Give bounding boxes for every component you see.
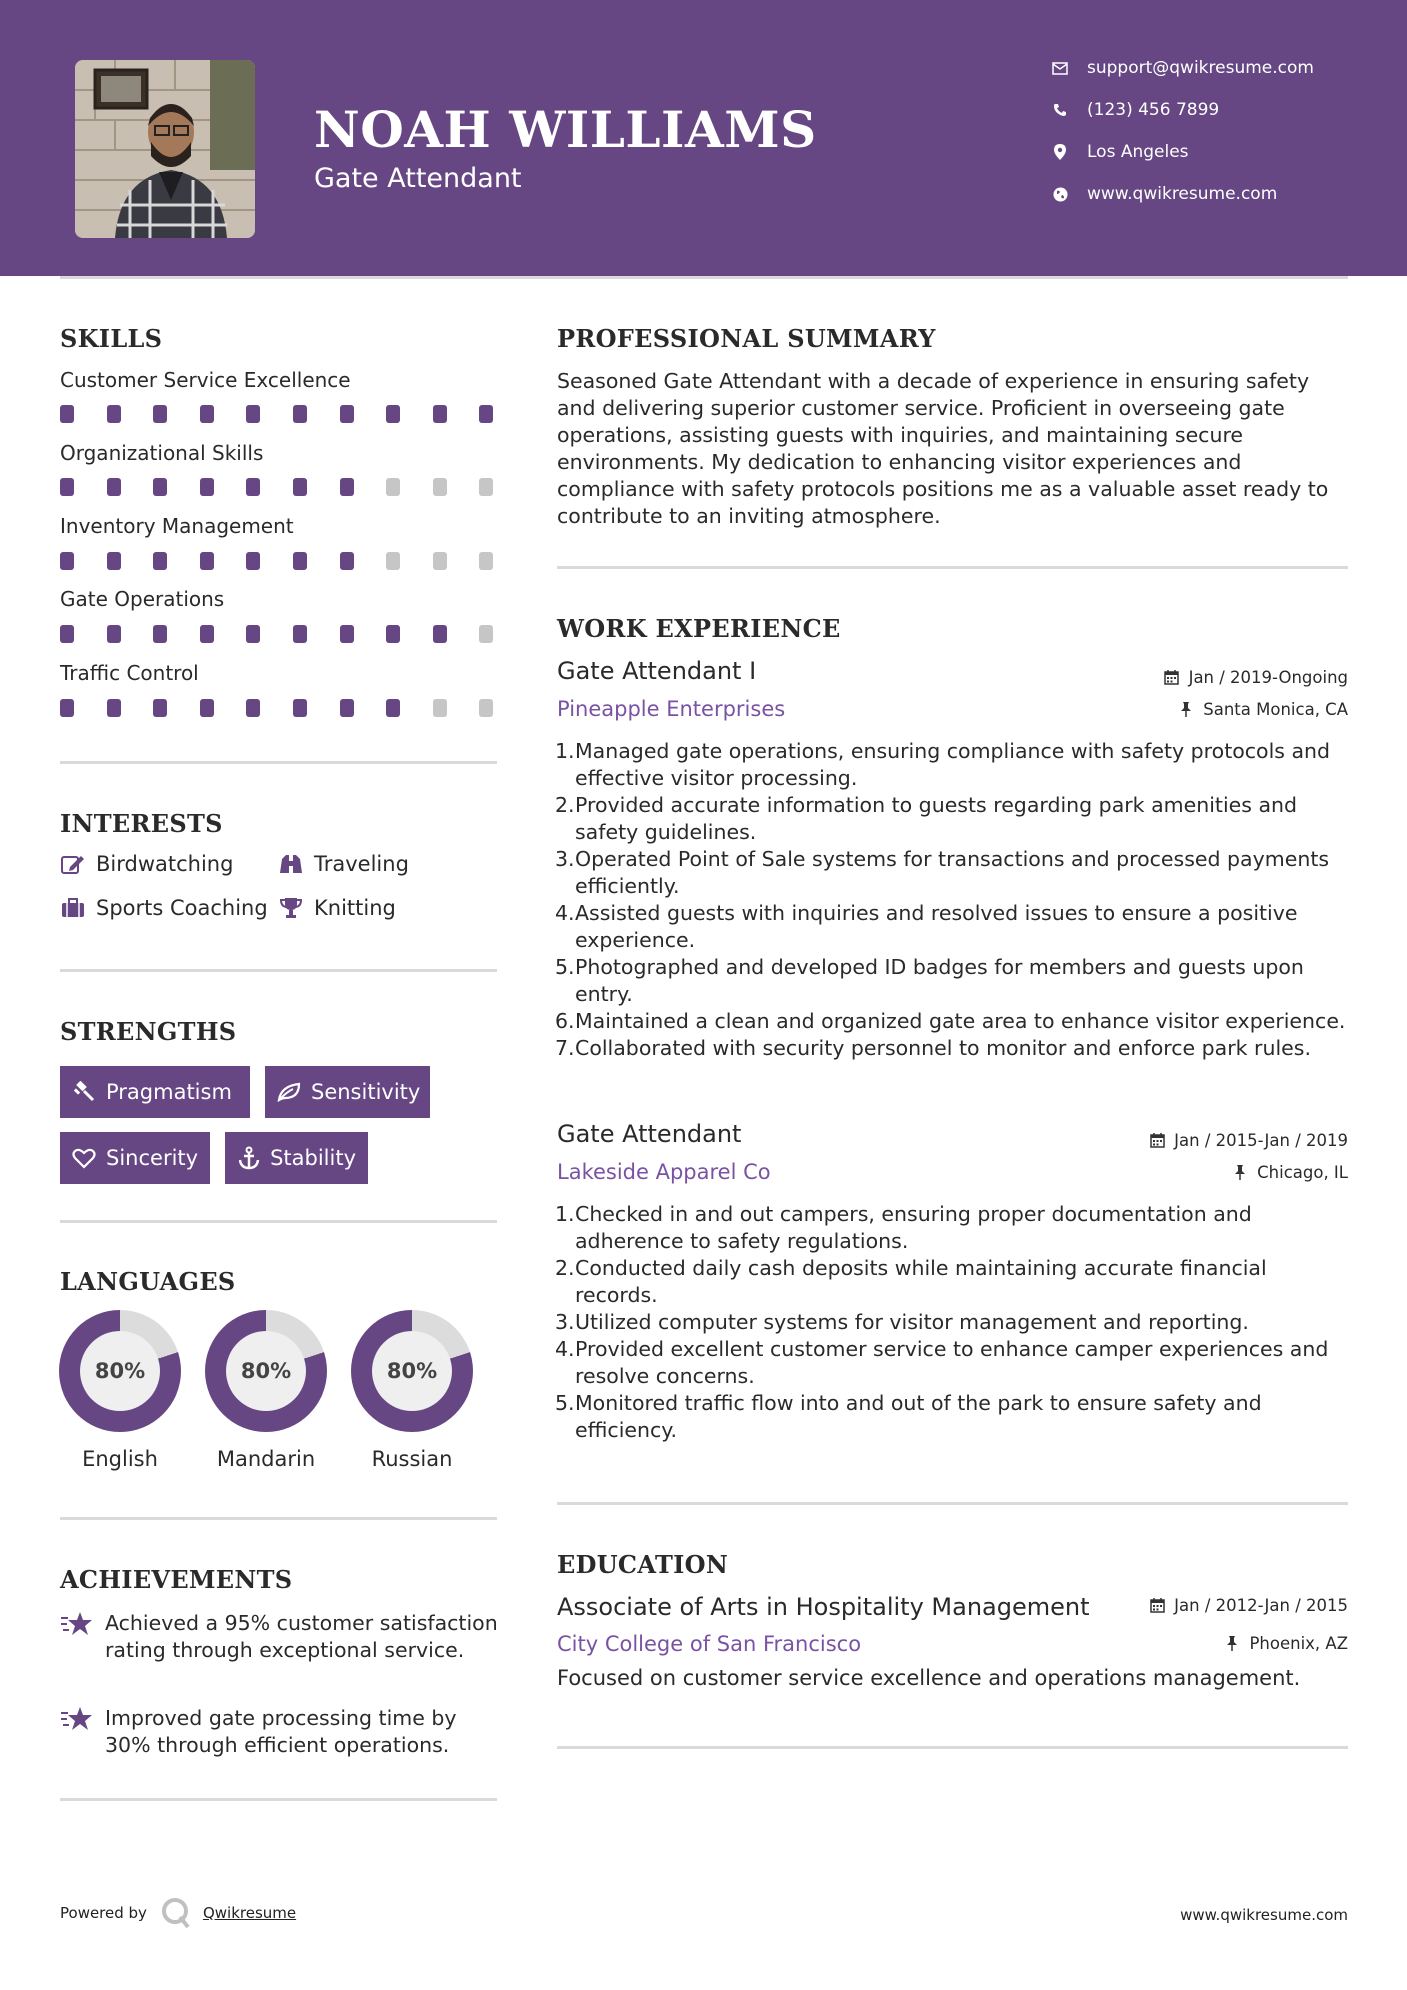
interest-label: Birdwatching <box>96 852 234 876</box>
job-bullet: 7. Collaborated with security personnel to monitor and enforce park rules. <box>555 1036 1311 1060</box>
skill-rating <box>60 625 500 643</box>
skill-dot-filled <box>340 699 354 717</box>
skill-rating <box>60 478 500 496</box>
powered-by-text: Powered by <box>60 1904 147 1922</box>
contact-email[interactable] <box>1050 58 1314 78</box>
skill-dot-filled <box>246 478 260 496</box>
job-bullets <box>555 738 1355 1062</box>
skill-dot-empty <box>433 478 447 496</box>
thumbtack-icon <box>1177 701 1195 719</box>
skill-dot-filled <box>246 552 260 570</box>
job-dates <box>1163 668 1348 687</box>
job-bullet: 4. Assisted guests with inquiries and resolved issues to ensure a positive experience. <box>555 901 1298 952</box>
contact-location <box>1050 142 1189 162</box>
phone-icon <box>1050 100 1070 120</box>
school-name: City College of San Francisco <box>557 1632 862 1656</box>
strength-tag <box>60 1132 210 1184</box>
job-dates <box>1148 1131 1348 1150</box>
footer-url[interactable]: www.qwikresume.com <box>1180 1906 1348 1924</box>
anchor-icon <box>237 1146 260 1170</box>
section-divider <box>557 566 1348 569</box>
job-bullet: 4. Provided excellent customer service to enhance camper experiences and resolve concerns. <box>555 1337 1329 1388</box>
achievement-item <box>60 1610 500 1664</box>
skill-dot-filled <box>153 405 167 423</box>
language-percent: 80% <box>372 1331 452 1411</box>
resume-header <box>0 0 1407 276</box>
skill-dot-filled <box>479 405 493 423</box>
profile-photo <box>75 60 255 238</box>
contact-website[interactable] <box>1050 184 1277 204</box>
skill-dot-filled <box>200 552 214 570</box>
contact-email-text: support@qwikresume.com <box>1087 58 1314 78</box>
education-dates <box>1148 1596 1348 1615</box>
job-location <box>1177 700 1348 719</box>
skill-dot-filled <box>107 405 121 423</box>
skills-heading: SKILLS <box>60 324 163 353</box>
job-bullet: 5. Photographed and developed ID badges for members and guests upon entry. <box>555 955 1304 1006</box>
briefcase-icon <box>60 896 86 920</box>
language-donut <box>59 1310 181 1432</box>
strength-label: Sensitivity <box>311 1080 421 1104</box>
skill-dot-filled <box>200 405 214 423</box>
skill-dot-filled <box>293 405 307 423</box>
strengths-heading: STRENGTHS <box>60 1017 237 1046</box>
job-location <box>1231 1163 1348 1182</box>
summary-heading: PROFESSIONAL SUMMARY <box>557 324 936 353</box>
skill-dot-filled <box>340 478 354 496</box>
candidate-name: NOAH WILLIAMS <box>314 100 817 159</box>
skill-dot-filled <box>246 625 260 643</box>
contact-phone-text: (123) 456 7899 <box>1087 100 1220 120</box>
gavel-icon <box>72 1080 96 1104</box>
interest-label: Traveling <box>314 852 409 876</box>
skill-dot-filled <box>200 478 214 496</box>
skill-dot-filled <box>340 405 354 423</box>
job-bullets <box>555 1201 1355 1444</box>
section-divider <box>557 1746 1348 1749</box>
strength-label: Pragmatism <box>106 1080 232 1104</box>
language-percent: 80% <box>80 1331 160 1411</box>
job-title: Gate Attendant I <box>557 657 757 685</box>
interest-item <box>60 852 233 876</box>
star-badge-icon <box>60 1610 94 1640</box>
education-description: Focused on customer service excellence and operations management. <box>557 1666 1301 1690</box>
job-bullet: 2. Provided accurate information to guests regarding park amenities and safety guidelines. <box>555 793 1298 844</box>
skill-dot-filled <box>386 699 400 717</box>
skill-name: Traffic Control <box>60 661 199 685</box>
skill-dot-filled <box>60 478 74 496</box>
section-divider <box>60 761 497 764</box>
strength-label: Stability <box>270 1146 356 1170</box>
achievement-text: Improved gate processing time by 30% through efficient operations. <box>105 1706 457 1757</box>
candidate-title: Gate Attendant <box>314 163 522 194</box>
achievement-text: Achieved a 95% customer satisfaction rating through exceptional service. <box>105 1611 498 1662</box>
trophy-icon <box>278 896 304 920</box>
section-divider <box>557 1502 1348 1505</box>
skill-dot-filled <box>293 552 307 570</box>
job-dates-text: Jan / 2015-Jan / 2019 <box>1174 1131 1348 1150</box>
skill-dot-filled <box>107 699 121 717</box>
achievements-heading: ACHIEVEMENTS <box>60 1565 293 1594</box>
company-name: Lakeside Apparel Co <box>557 1160 771 1184</box>
thumbtack-icon <box>1231 1164 1249 1182</box>
skill-rating <box>60 552 500 570</box>
skill-dot-filled <box>107 478 121 496</box>
job-bullet: 6. Maintained a clean and organized gate area to enhance visitor experience. <box>555 1009 1346 1033</box>
skill-dot-filled <box>293 478 307 496</box>
contact-website-text: www.qwikresume.com <box>1087 184 1278 204</box>
skill-dot-filled <box>60 552 74 570</box>
strength-label: Sincerity <box>106 1146 199 1170</box>
job-bullet: 3. Operated Point of Sale systems for transactions and processed payments efficiently. <box>555 847 1330 898</box>
skill-dot-filled <box>386 625 400 643</box>
skill-name: Organizational Skills <box>60 441 264 465</box>
interest-item <box>278 896 396 920</box>
job-dates-text: Jan / 2019-Ongoing <box>1188 668 1348 687</box>
section-divider <box>60 1517 497 1520</box>
skill-dot-filled <box>433 625 447 643</box>
calendar-icon <box>1148 1132 1166 1150</box>
education-dates-text: Jan / 2012-Jan / 2015 <box>1174 1596 1348 1615</box>
skill-rating <box>60 699 500 717</box>
skill-dot-filled <box>153 699 167 717</box>
skill-dot-empty <box>479 699 493 717</box>
leaf-icon <box>277 1080 301 1104</box>
qwikresume-logo-icon <box>161 1897 191 1929</box>
qwikresume-link[interactable]: Qwikresume <box>202 1904 297 1922</box>
achievement-item <box>60 1705 500 1759</box>
skill-dot-filled <box>107 625 121 643</box>
binoculars-icon <box>278 852 304 876</box>
skill-dot-filled <box>340 625 354 643</box>
skill-rating <box>60 405 500 423</box>
thumbtack-icon <box>1223 1635 1241 1653</box>
skill-dot-empty <box>479 552 493 570</box>
skill-dot-filled <box>386 405 400 423</box>
header-divider <box>60 276 1348 279</box>
skill-dot-filled <box>153 552 167 570</box>
interests-heading: INTERESTS <box>60 809 223 838</box>
skill-dot-filled <box>107 552 121 570</box>
skill-dot-empty <box>479 478 493 496</box>
language-donut <box>351 1310 473 1432</box>
job-bullet: 2. Conducted daily cash deposits while maintaining accurate financial records. <box>555 1256 1267 1307</box>
job-bullet: 5. Monitored traffic flow into and out of the park to ensure safety and efficiency. <box>555 1391 1262 1442</box>
interest-item <box>278 852 409 876</box>
job-title: Gate Attendant <box>557 1120 742 1148</box>
contact-location-text: Los Angeles <box>1087 142 1189 162</box>
skill-name: Customer Service Excellence <box>60 368 351 392</box>
language-name: Mandarin <box>216 1447 316 1471</box>
skill-dot-empty <box>433 552 447 570</box>
calendar-icon <box>1148 1597 1166 1615</box>
skill-dot-filled <box>293 699 307 717</box>
languages-heading: LANGUAGES <box>60 1267 236 1296</box>
map-pin-icon <box>1050 142 1070 162</box>
skill-name: Inventory Management <box>60 514 294 538</box>
degree-title: Associate of Arts in Hospitality Management <box>557 1593 1090 1621</box>
calendar-icon <box>1163 669 1181 687</box>
skill-dot-filled <box>153 625 167 643</box>
language-percent: 80% <box>226 1331 306 1411</box>
education-location <box>1223 1634 1348 1653</box>
skill-dot-filled <box>60 405 74 423</box>
job-location-text: Santa Monica, CA <box>1203 700 1348 719</box>
strength-tag <box>265 1066 430 1118</box>
job-bullet: 1. Managed gate operations, ensuring compliance with safety protocols and effective visitor processing. <box>555 739 1331 790</box>
company-name: Pineapple Enterprises <box>557 697 786 721</box>
skill-dot-filled <box>246 405 260 423</box>
skill-dot-empty <box>479 625 493 643</box>
education-location-text: Phoenix, AZ <box>1249 1634 1348 1653</box>
job-location-text: Chicago, IL <box>1257 1163 1348 1182</box>
strength-tag <box>225 1132 368 1184</box>
footer-powered-by <box>60 1897 296 1929</box>
section-divider <box>60 1798 497 1801</box>
skill-dot-filled <box>60 699 74 717</box>
skill-dot-filled <box>246 699 260 717</box>
star-badge-icon <box>60 1705 94 1735</box>
skill-dot-filled <box>340 552 354 570</box>
skill-dot-filled <box>153 478 167 496</box>
skill-dot-empty <box>386 478 400 496</box>
language-name: English <box>82 1447 158 1471</box>
skill-dot-filled <box>293 625 307 643</box>
interest-item <box>60 896 268 920</box>
skill-dot-empty <box>386 552 400 570</box>
skill-dot-filled <box>200 699 214 717</box>
envelope-icon <box>1050 58 1070 78</box>
summary-text: Seasoned Gate Attendant with a decade of experience in ensuring safety and delivering superior customer service. Proficient in overseeing gate operations, assisting guests with inquiries, and maintaining secure environments. My dedication to enhancing visitor experiences and compliance with safety protocols positions me as a valuable asset ready to contribute to an inviting atmosphere. <box>557 369 1329 528</box>
interest-label: Sports Coaching <box>96 896 268 920</box>
education-heading: EDUCATION <box>557 1550 729 1579</box>
heart-icon <box>72 1146 96 1170</box>
job-bullet: 3. Utilized computer systems for visitor management and reporting. <box>555 1310 1249 1334</box>
skill-dot-filled <box>60 625 74 643</box>
skill-dot-filled <box>433 405 447 423</box>
strength-tag <box>60 1066 250 1118</box>
skill-dot-filled <box>200 625 214 643</box>
pencil-square-icon <box>60 852 86 876</box>
globe-icon <box>1050 184 1070 204</box>
interest-label: Knitting <box>314 896 396 920</box>
section-divider <box>60 969 497 972</box>
job-bullet: 1. Checked in and out campers, ensuring proper documentation and adherence to safety regulations. <box>555 1202 1252 1253</box>
language-donut <box>205 1310 327 1432</box>
contact-phone[interactable] <box>1050 100 1219 120</box>
skill-name: Gate Operations <box>60 587 225 611</box>
section-divider <box>60 1220 497 1223</box>
language-name: Russian <box>371 1447 453 1471</box>
skill-dot-empty <box>433 699 447 717</box>
experience-heading: WORK EXPERIENCE <box>557 614 841 643</box>
